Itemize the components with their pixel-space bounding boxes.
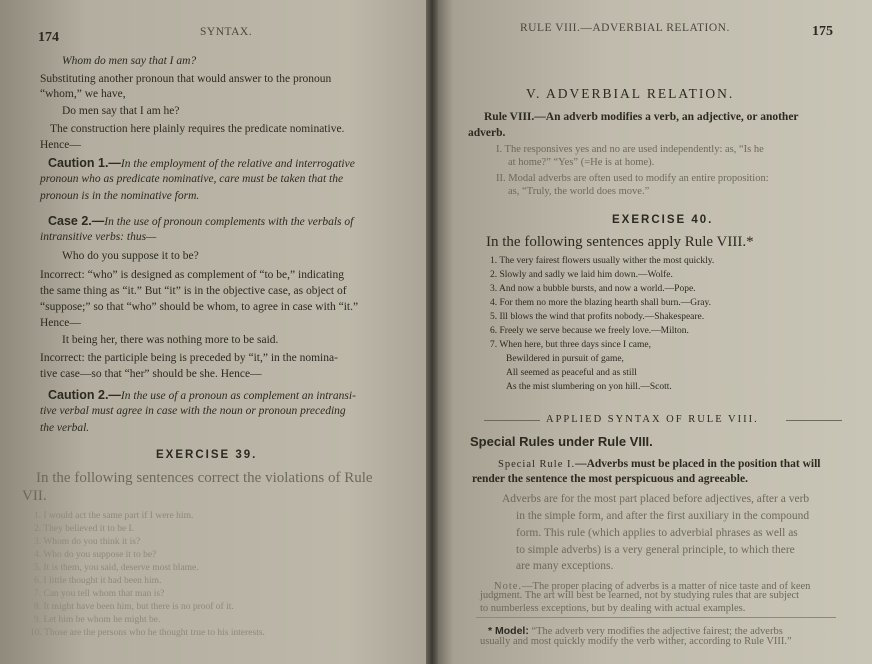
footnote-label: * Model: bbox=[488, 625, 529, 637]
running-head: RULE VIII.—ADVERBIAL RELATION. bbox=[520, 22, 730, 34]
special-body-line: form. This rule (which applies to adverbial phrases as well as bbox=[516, 527, 798, 539]
special-body-line: Adverbs are for the most part placed before adjectives, after a verb bbox=[502, 493, 810, 505]
caution-label: Caution 2.— bbox=[48, 388, 121, 402]
list-item: 8. It might have been him, but there is no proof of it. bbox=[34, 602, 234, 612]
poem-line: All seemed as peaceful and as still bbox=[506, 368, 637, 378]
exercise-title: EXERCISE 40. bbox=[612, 214, 714, 226]
list-item: 4. For them no more the blazing hearth shall burn.—Gray. bbox=[490, 298, 711, 308]
caution-text: the verbal. bbox=[40, 422, 90, 434]
text-line: “whom,” we have, bbox=[40, 88, 126, 100]
list-item: 7. Can you tell whom that man is? bbox=[34, 589, 165, 599]
case-text: intransitive verbs: thus— bbox=[40, 231, 157, 243]
exercise-title: EXERCISE 39. bbox=[156, 449, 258, 461]
special-title: Special Rules under Rule VIII. bbox=[470, 434, 653, 449]
text-line: Incorrect: the participle being is preceded by “it,” in the nomina- bbox=[40, 352, 338, 364]
list-item: 5. Ill blows the wind that profits nobody.—Shakespeare. bbox=[490, 312, 705, 322]
special-body-line: in the simple form, and after the first auxiliary in the compound bbox=[516, 510, 810, 522]
case-2 bbox=[48, 212, 353, 230]
special-rule-text: —Adverbs must be placed in the position that will bbox=[575, 458, 821, 470]
page-number: 175 bbox=[812, 24, 833, 39]
list-item: 3. Whom do you think it is? bbox=[34, 537, 141, 547]
list-item: 1. I would act the same part if I were him. bbox=[34, 511, 194, 521]
rule-note: II. Modal adverbs are often used to modify an entire proposition: bbox=[496, 173, 769, 184]
caution-text: In the use of a pronoun as complement an intransi- bbox=[120, 390, 356, 402]
note-line: —The proper placing of adverbs is a matter of nice taste and of keen bbox=[522, 581, 811, 592]
list-item: 2. They believed it to be I. bbox=[34, 524, 135, 534]
footnote-line: usually and most quickly modify the verb wither, according to Rule VIII.” bbox=[480, 636, 792, 647]
exercise-instruction: In the following sentences correct the violations of Rule bbox=[36, 470, 373, 486]
note-line: to numberless exceptions, but by dealing with actual examples. bbox=[480, 603, 746, 614]
text-line: Incorrect: “who” is designed as complement of “to be,” indicating bbox=[40, 269, 345, 281]
text-line: It being her, there was nothing more to be said. bbox=[62, 334, 279, 346]
list-item: 6. I little thought it had been him. bbox=[34, 576, 162, 586]
caution-text: In the employment of the relative and interrogative bbox=[120, 158, 355, 170]
text-line: tive case—so that “her” should be she. Hence— bbox=[40, 368, 262, 380]
special-rule-text: render the sentence the most perspicuous and agreeable. bbox=[472, 473, 748, 485]
poem-line: As the mist slumbering on yon hill.—Scott. bbox=[506, 382, 672, 392]
poem-line: Bewildered in pursuit of game, bbox=[506, 354, 624, 364]
list-item: 4. Who do you suppose it to be? bbox=[34, 550, 157, 560]
list-item: 10. Those are the persons who he thought true to his interests. bbox=[30, 628, 265, 638]
list-item: 1. The very fairest flowers usually wither the most quickly. bbox=[490, 256, 715, 266]
case-label: Case 2.— bbox=[48, 214, 105, 228]
text-line: Who do you suppose it to be? bbox=[62, 250, 199, 262]
caution-2 bbox=[48, 386, 356, 404]
special-rule bbox=[498, 454, 820, 472]
caution-text: pronoun is in the nominative form. bbox=[40, 190, 200, 202]
caution-label: Caution 1.— bbox=[48, 156, 121, 170]
running-head: SYNTAX. bbox=[200, 26, 253, 38]
caution-text: tive verbal must agree in case with the noun or pronoun preceding bbox=[40, 405, 346, 417]
text-line: Whom do men say that I am? bbox=[62, 55, 197, 67]
footnote-rule bbox=[476, 617, 836, 618]
special-body-line: to simple adverbs) is a very general principle, to which there bbox=[516, 544, 795, 556]
page-number: 174 bbox=[38, 30, 59, 45]
text-line: Hence— bbox=[40, 139, 81, 151]
note-label: Note. bbox=[494, 581, 523, 592]
text-line: Do men say that I am he? bbox=[62, 105, 180, 117]
exercise-instruction: VII. bbox=[22, 488, 47, 504]
caution-1 bbox=[48, 154, 355, 172]
applied-title: APPLIED SYNTAX OF RULE VIII. bbox=[546, 414, 759, 425]
rule-line: adverb. bbox=[468, 127, 506, 139]
list-item: 3. And now a bubble bursts, and now a world.—Pope. bbox=[490, 284, 696, 294]
case-text: In the use of pronoun complements with the verbals of bbox=[104, 216, 354, 228]
special-body-line: are many exceptions. bbox=[516, 560, 614, 572]
list-item: 5. It is them, you said, deserve most blame. bbox=[34, 563, 199, 573]
text-line: The construction here plainly requires the predicate nominative. bbox=[50, 123, 345, 135]
note-line: judgment. The art will best be learned, not by studying rules that are subject bbox=[480, 590, 800, 601]
special-rule-label: Special Rule I. bbox=[498, 459, 576, 470]
exercise-instruction: In the following sentences apply Rule VIII.* bbox=[486, 234, 754, 250]
list-item: 9. Let him be whom he might be. bbox=[34, 615, 161, 625]
section-title: V. ADVERBIAL RELATION. bbox=[526, 86, 735, 101]
list-item: 7. When here, but three days since I came, bbox=[490, 340, 651, 350]
text-line: Hence— bbox=[40, 317, 81, 329]
left-page bbox=[0, 0, 428, 664]
text-line: “suppose;” so that “who” should be whom, to agree in case with “it.” bbox=[40, 301, 359, 313]
right-page bbox=[436, 0, 872, 664]
title-rule bbox=[786, 420, 842, 421]
rule-note: at home?” “Yes” (=He is at home). bbox=[508, 157, 655, 168]
rule-note: as, “Truly, the world does move.” bbox=[508, 186, 650, 197]
rule-line: Rule VIII.—An adverb modifies a verb, an adjective, or another bbox=[484, 111, 799, 123]
caution-text: pronoun who as predicate nominative, care must be taken that the bbox=[40, 173, 344, 185]
text-line: Substituting another pronoun that would answer to the pronoun bbox=[40, 73, 332, 85]
list-item: 6. Freely we serve because we freely love.—Milton. bbox=[490, 326, 689, 336]
list-item: 2. Slowly and sadly we laid him down.—Wolfe. bbox=[490, 270, 673, 280]
footnote-line: “The adverb very modifies the adjective fairest; the adverbs bbox=[528, 626, 783, 637]
rule-note: I. The responsives yes and no are used independently: as, “Is he bbox=[496, 144, 764, 155]
text-line: the same thing as “it.” But “it” is in the objective case, as object of bbox=[40, 285, 347, 297]
title-rule bbox=[484, 420, 540, 421]
